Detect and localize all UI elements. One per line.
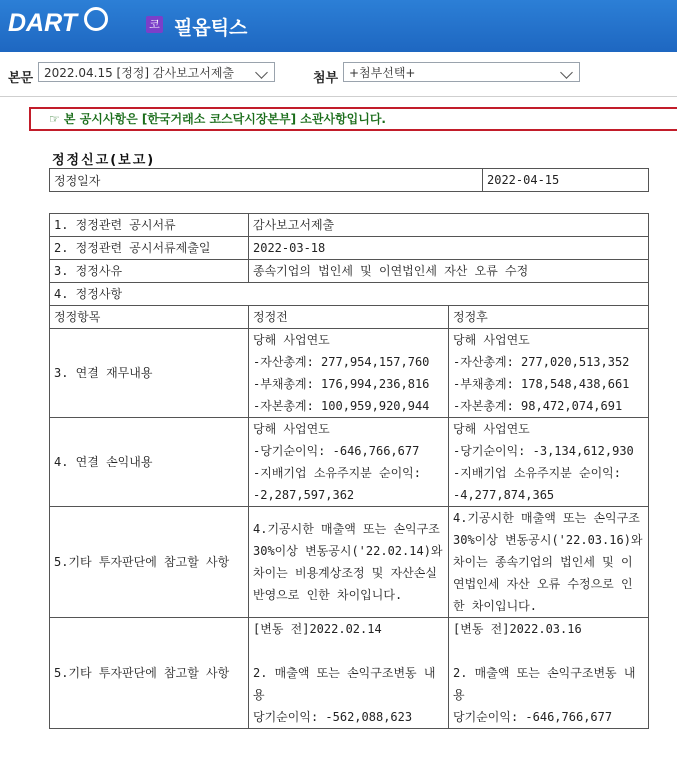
company-name: 필옵틱스 xyxy=(174,17,248,39)
attach-select-value: +첨부선택+ xyxy=(349,66,416,80)
doc-label: 본문 xyxy=(8,71,34,86)
item-label: 4. 연결 손익내용 xyxy=(50,418,249,507)
item-after: [변동 전]2022.03.16 2. 매출액 또는 손익구조변동 내용 당기순이익: -646,766,677 xyxy=(449,618,649,729)
table-row xyxy=(50,169,649,192)
table-row xyxy=(50,507,649,618)
document-title: 정정신고(보고) xyxy=(52,153,156,168)
row-value: 감사보고서제출 xyxy=(249,214,649,237)
item-after: 4.기공시한 매출액 또는 손익구조 30%이상 변동공시('22.03.16)와 차이는 종속기업의 법인세 및 이연법인세 자산 오류 수정으로 인한 차이입니다. xyxy=(449,507,649,618)
item-before: [변동 전]2022.02.14 2. 매출액 또는 손익구조변동 내용 당기순이익: -562,088,623 xyxy=(249,618,449,729)
table-row xyxy=(50,283,649,306)
summary-table xyxy=(49,168,649,192)
company-type-badge: 코 xyxy=(146,16,163,33)
dart-logo-ring-icon xyxy=(84,7,108,31)
chevron-down-icon xyxy=(560,66,573,79)
chevron-down-icon xyxy=(255,66,268,79)
table-row xyxy=(50,618,649,729)
attach-select[interactable] xyxy=(343,62,580,82)
header-bar xyxy=(0,0,677,52)
table-row xyxy=(50,237,649,260)
doc-select-value: 2022.04.15 [정정] 감사보고서제출 xyxy=(44,66,235,80)
date-value: 2022-04-15 xyxy=(483,169,649,192)
item-label: 3. 연결 재무내용 xyxy=(50,329,249,418)
item-label: 5.기타 투자판단에 참고할 사항 xyxy=(50,618,249,729)
toolbar xyxy=(0,52,677,97)
jurisdiction-notice: ☞ 본 공시사항은 [한국거래소 코스닥시장본부] 소관사항입니다. xyxy=(29,107,677,131)
item-before: 4.기공시한 매출액 또는 손익구조 30%이상 변동공시('22.02.14)와 차이는 비용계상조정 및 자산손실 반영으로 인한 차이입니다. xyxy=(249,507,449,618)
row-label: 1. 정정관련 공시서류 xyxy=(50,214,249,237)
row-value: 종속기업의 법인세 및 이연법인세 자산 오류 수정 xyxy=(249,260,649,283)
document-body xyxy=(0,97,677,764)
attach-label: 첨부 xyxy=(313,71,339,86)
row-label: 4. 정정사항 xyxy=(50,283,649,306)
row-label: 2. 정정관련 공시서류제출일 xyxy=(50,237,249,260)
table-row xyxy=(50,214,649,237)
doc-select[interactable] xyxy=(38,62,275,82)
item-after: 당해 사업연도 -자산총계: 277,020,513,352 -부채총계: 178,548,438,661 -자본총계: 98,472,074,691 xyxy=(449,329,649,418)
dart-logo[interactable]: DART xyxy=(8,9,77,37)
item-after: 당해 사업연도 -당기순이익: -3,134,612,930 -지배기업 소유주지분 순이익: -4,277,874,365 xyxy=(449,418,649,507)
item-label: 5.기타 투자판단에 참고할 사항 xyxy=(50,507,249,618)
column-header-item: 정정항목 xyxy=(50,306,249,329)
table-row xyxy=(50,260,649,283)
date-label: 정정일자 xyxy=(50,169,483,192)
row-value: 2022-03-18 xyxy=(249,237,649,260)
correction-table xyxy=(49,213,649,729)
item-before: 당해 사업연도 -자산총계: 277,954,157,760 -부채총계: 176,994,236,816 -자본총계: 100,959,920,944 xyxy=(249,329,449,418)
table-header-row xyxy=(50,306,649,329)
column-header-before: 정정전 xyxy=(249,306,449,329)
table-row xyxy=(50,418,649,507)
table-row xyxy=(50,329,649,418)
row-label: 3. 정정사유 xyxy=(50,260,249,283)
column-header-after: 정정후 xyxy=(449,306,649,329)
item-before: 당해 사업연도 -당기순이익: -646,766,677 -지배기업 소유주지분 순이익: -2,287,597,362 xyxy=(249,418,449,507)
